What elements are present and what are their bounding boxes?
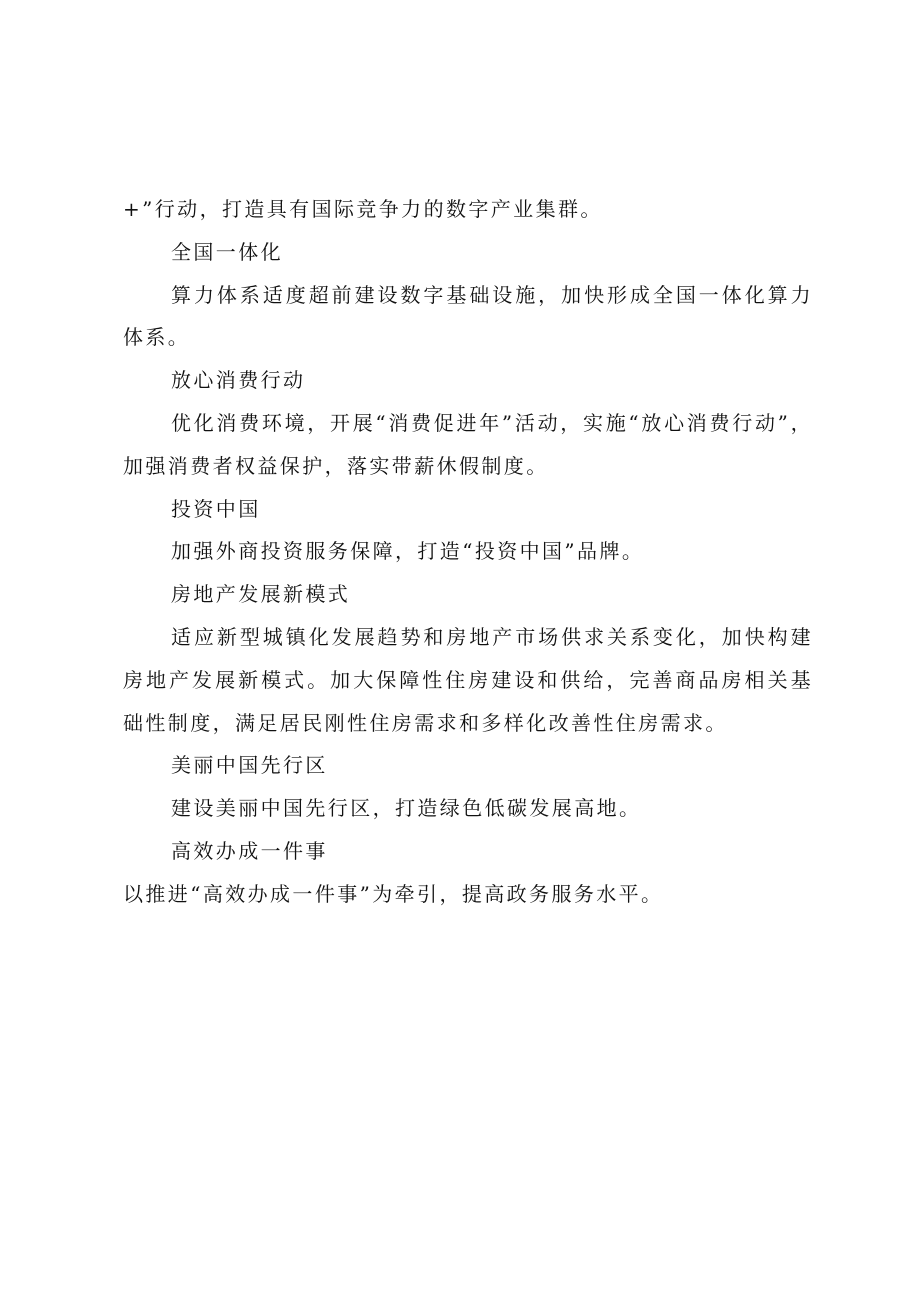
section-heading-beautiful-china: 美丽中国先行区 xyxy=(171,753,328,778)
section-heading-efficiency: 高效办成一件事 xyxy=(171,838,328,863)
section-body-computing: 算力体系适度超前建设数字基础设施，加快形成全国一体化算力体系。 xyxy=(123,282,813,350)
continuation-line: +”行动，打造具有国际竞争力的数字产业集群。 xyxy=(123,197,603,221)
section-heading-consumption: 放心消费行动 xyxy=(171,368,306,393)
document-body xyxy=(123,188,813,916)
section-body-beautiful-china: 建设美丽中国先行区，打造绿色低碳发展高地。 xyxy=(171,796,642,821)
section-heading-investment: 投资中国 xyxy=(171,496,261,521)
section-heading-computing: 全国一体化 xyxy=(171,239,283,264)
section-heading-real-estate: 房地产发展新模式 xyxy=(171,582,351,607)
section-body-efficiency: 以推进“高效办成一件事”为牵引，提高政务服务水平。 xyxy=(123,881,664,906)
section-body-investment: 加强外商投资服务保障，打造“投资中国”品牌。 xyxy=(171,539,645,564)
section-body-consumption: 优化消费环境，开展“消费促进年”活动，实施“放心消费行动”，加强消费者权益保护，落实带薪休假制度。 xyxy=(123,410,813,478)
section-body-real-estate: 适应新型城镇化发展趋势和房地产市场供求关系变化，加快构建房地产发展新模式。加大保障性住房建设和供给，完善商品房相关基础性制度，满足居民刚性住房需求和多样化改善性住房需求。 xyxy=(123,624,813,735)
